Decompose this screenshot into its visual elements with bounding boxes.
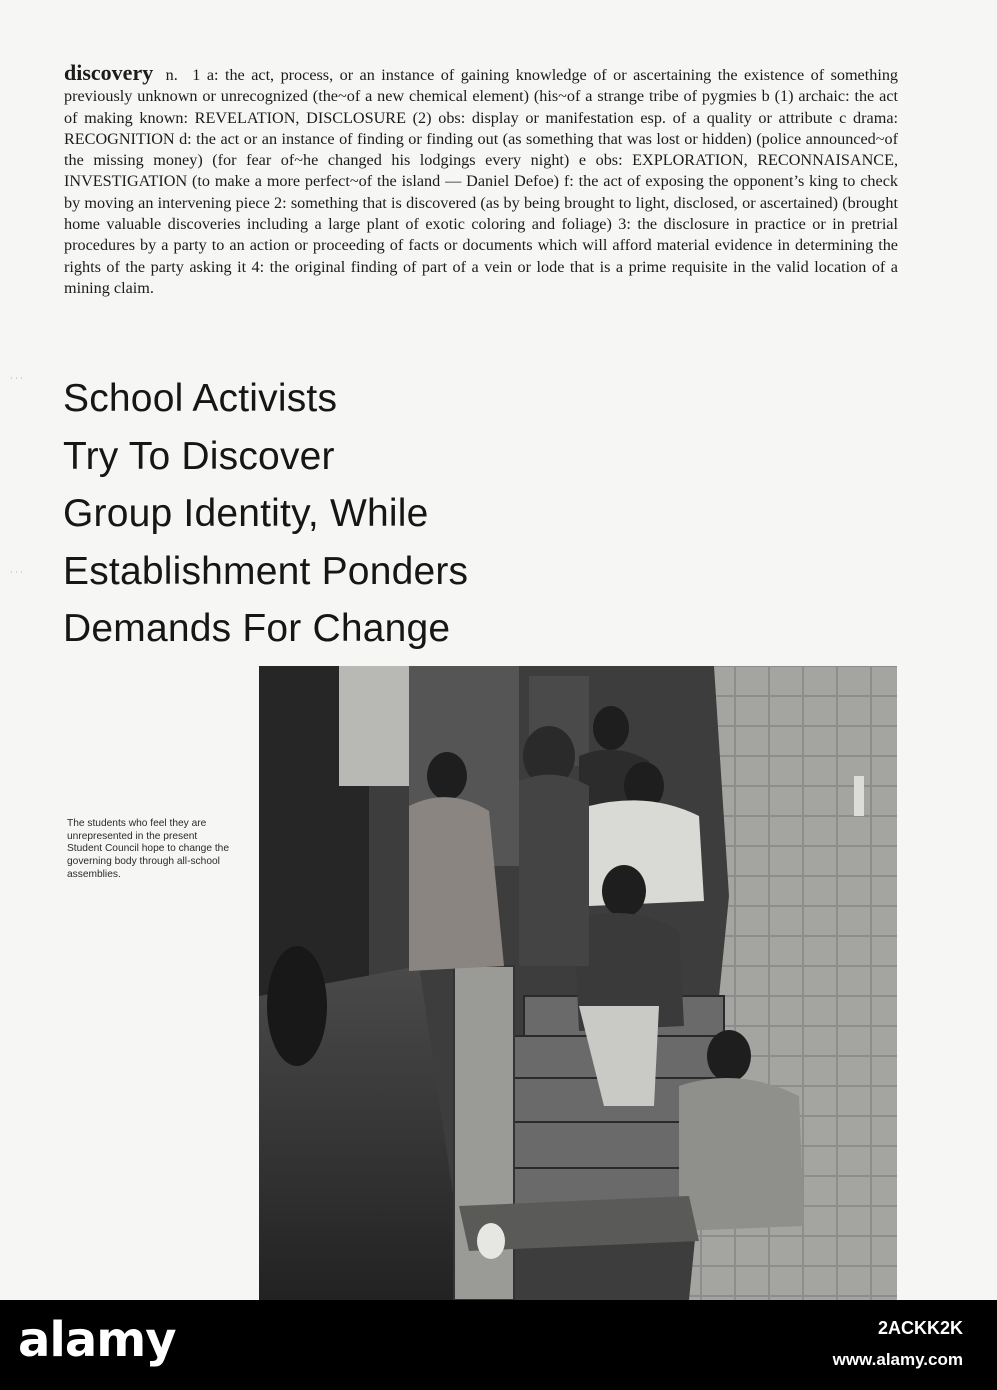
definition-part-of-speech: n.	[165, 66, 178, 84]
margin-mark: · · ·	[10, 568, 23, 577]
margin-mark: · · ·	[10, 374, 23, 383]
definition-headword: discovery	[64, 60, 154, 85]
headline-line: School Activists	[63, 377, 338, 420]
photo-caption: The students who feel they are unrepresented in the present Student Council hope to change the governing body through all-school assemblies.	[67, 818, 229, 880]
students-photo-illustration	[259, 666, 897, 1300]
alamy-logo: alamy	[18, 1312, 176, 1368]
definition-body: 1 a: the act, process, or an instance of gaining knowledge of or ascertaining the existence of something previously unknown or unrecognized (the~of a new chemical element) (his~of a strange tribe of pygmies b (1) archaic: the act of making known: REVELATION, DISCLOSURE (2) obs: display or manifestation esp. of a quality or attribute c drama: RECOGNITION d: the act or an instance of finding or finding out (as something that was lost or hidden) (police announced~of the missing money) (for fear of~he changed his lodgings every night) e obs: EXPLORATION, RECONNAISANCE, INVESTIGATION (to make a more perfect~of the island — Daniel Defoe) f: the act of exposing the opponent’s king to check by moving an intervening piece 2: something that is discovered (as by being brought to light, disclosed, or ascertained) (brought home valuable discoveries including a large plant of exotic coloring and foliage) 3: the disclosure in practice or in pretrial procedures by a party to an action or proceeding of facts or documents which will afford material evidence in determining the rights of the party asking it 4: the original finding of part of a vein or lode that is a prime requisite in the valid location of a mining claim.	[64, 66, 899, 297]
dictionary-definition	[64, 62, 898, 299]
image-id: 2ACKK2K	[877, 1318, 963, 1338]
watermark-banner	[0, 1300, 997, 1390]
headline-line: Group Identity, While	[63, 492, 429, 535]
headline-line: Try To Discover	[63, 434, 335, 478]
headline-line: Demands For Change	[63, 607, 451, 650]
site-url[interactable]: www.alamy.com	[832, 1350, 963, 1369]
students-photo	[259, 666, 897, 1300]
page-headline	[63, 370, 763, 658]
headline-line: Establishment Ponders	[63, 549, 469, 593]
